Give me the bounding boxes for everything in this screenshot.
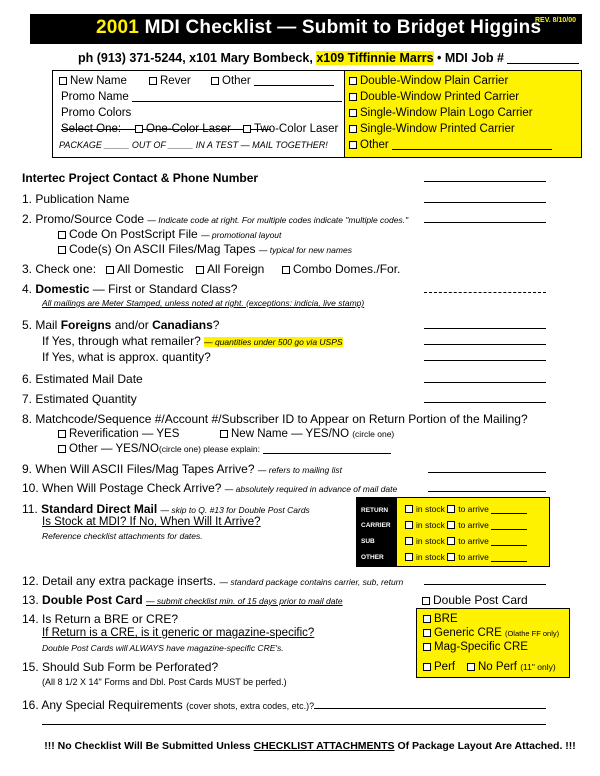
carrier-label: Other: [360, 139, 389, 151]
code-ascii-label: Code(s) On ASCII Files/Mag Tapes: [69, 242, 256, 256]
all-domestic-option[interactable]: [106, 262, 184, 276]
checkbox[interactable]: [447, 553, 455, 561]
item-12: [22, 574, 403, 588]
double-post-card-label: Double Post Card: [433, 593, 528, 607]
checkbox[interactable]: [282, 266, 290, 274]
checkbox[interactable]: [59, 77, 67, 85]
stock-row-carrier: [405, 520, 527, 530]
row-label-return: RETURN: [361, 507, 389, 514]
title-bar: [30, 14, 582, 44]
item-9-label: 9. When Will ASCII Files/Mag Tapes Arrive?: [22, 462, 255, 476]
mail-date-field[interactable]: [424, 382, 546, 383]
carrier-option-1[interactable]: [349, 75, 508, 87]
checkbox[interactable]: [135, 125, 143, 133]
page-title: [96, 17, 541, 39]
carrier-option-4[interactable]: [349, 123, 515, 135]
item-14b: Double Post Cards will ALWAYS have magazine-specific CRE's.: [42, 643, 284, 653]
carrier-option-2[interactable]: [349, 91, 519, 103]
item-15: 15. Should Sub Form be Perforated?: [22, 660, 219, 674]
code-postscript-option[interactable]: [58, 227, 281, 241]
item-4-label: — First or Standard Class?: [92, 282, 238, 296]
checkbox[interactable]: [423, 663, 431, 671]
package-options-box: [52, 70, 582, 158]
mag-specific-cre-label: Mag-Specific CRE: [434, 641, 528, 653]
item-11: [22, 502, 310, 516]
item-9-note: — refers to mailing list: [257, 465, 342, 475]
rever-label: Rever: [160, 75, 191, 87]
new-name-label: New Name: [70, 75, 127, 87]
job-label: • MDI Job #: [437, 51, 504, 65]
carrier-label: Single-Window Printed Carrier: [360, 123, 515, 135]
explain-note: (circle one) please explain:: [158, 444, 261, 454]
new-name-yesno-label: New Name — YES/NO: [231, 428, 350, 440]
item-11b: Reference checklist attachments for dates.: [42, 531, 203, 541]
row-label-sub: SUB: [361, 538, 375, 545]
special-requirements-field[interactable]: [314, 708, 546, 709]
inserts-field[interactable]: [424, 584, 546, 585]
item-10: [22, 481, 397, 495]
checkbox[interactable]: [58, 231, 66, 239]
item-5-question-mark: ?: [212, 318, 220, 332]
row-label-carrier: CARRIER: [361, 522, 391, 529]
item-5b: If Yes, what is approx. quantity?: [42, 350, 211, 364]
checkbox[interactable]: [149, 77, 157, 85]
item-5a-label: If Yes, through what remailer?: [42, 334, 201, 348]
item-5a: [42, 334, 343, 348]
item-11-note: — skip to Q. #13 for Double Post Cards: [160, 505, 310, 515]
all-foreign-option[interactable]: [196, 262, 264, 276]
checkbox[interactable]: [467, 663, 475, 671]
checkbox[interactable]: [423, 615, 431, 623]
checkbox[interactable]: [423, 629, 431, 637]
promo-colors-label: Promo Colors: [61, 107, 132, 119]
item-10-label: 10. When Will Postage Check Arrive?: [22, 481, 222, 495]
perf-label: Perf: [434, 661, 456, 673]
contact-highlight: x109 Tiffinnie Marrs: [316, 51, 434, 65]
no-perf-option[interactable]: [467, 661, 556, 673]
checkbox[interactable]: [220, 430, 228, 438]
in-stock-label: in stock: [416, 504, 445, 514]
code-ascii-note: — typical for new names: [258, 245, 352, 255]
item-13-number: 13.: [22, 593, 39, 607]
bre-option[interactable]: [423, 613, 458, 625]
checkbox[interactable]: [58, 430, 66, 438]
other-label: Other: [222, 75, 251, 87]
one-color-option[interactable]: [135, 123, 231, 135]
item-6: 6. Estimated Mail Date: [22, 372, 143, 386]
job-number-field[interactable]: [507, 63, 579, 64]
item-8: 8. Matchcode/Sequence #/Account #/Subscriber ID to Appear on Return Portion of the Mailing?: [22, 412, 528, 426]
item-10-note: — absolutely required in advance of mail date: [224, 484, 398, 494]
carrier-option-other[interactable]: [349, 139, 552, 151]
reverification-label: Reverification — YES: [69, 428, 180, 440]
item-16-note: (cover shots, extra codes, etc.)?: [186, 701, 315, 711]
checkbox[interactable]: [58, 445, 66, 453]
contact-line: [78, 51, 579, 65]
checkbox[interactable]: [349, 77, 357, 85]
item-1: 1. Publication Name: [22, 192, 130, 206]
item-4-number: 4.: [22, 282, 33, 296]
generic-cre-note: (Olathe FF only): [504, 629, 560, 638]
code-postscript-note: — promotional layout: [201, 230, 282, 240]
publication-field[interactable]: [424, 202, 546, 203]
checkbox[interactable]: [196, 266, 204, 274]
checkbox[interactable]: [423, 643, 431, 651]
select-one-label: Select One:: [61, 123, 122, 135]
section-title: Intertec Project Contact & Phone Number: [22, 171, 259, 185]
two-color-label: Two-Color Laser: [254, 123, 339, 135]
contact-field[interactable]: [424, 181, 546, 182]
item-13: [22, 593, 343, 607]
item-5: [22, 318, 219, 332]
item-2: [22, 212, 408, 226]
item-4-note: All mailings are Meter Stamped, unless noted at right. (exceptions: indicia, live stamp): [42, 298, 365, 308]
checkbox[interactable]: [349, 93, 357, 101]
item-5-and: and/or: [114, 318, 149, 332]
title-text: MDI Checklist — Submit to Bridget Higgins: [144, 17, 542, 38]
row-label-other: OTHER: [361, 554, 384, 561]
promo-name-label: Promo Name: [61, 91, 129, 103]
to-arrive-label: to arrive: [458, 552, 489, 562]
arrive-date-field[interactable]: [491, 513, 527, 514]
reverification-option[interactable]: [58, 428, 179, 440]
checkbox[interactable]: [243, 125, 251, 133]
explain-field[interactable]: [263, 453, 391, 454]
in-stock-label: in stock: [416, 536, 445, 546]
no-perf-label: No Perf: [478, 661, 517, 673]
double-post-card-option[interactable]: [422, 593, 528, 607]
to-arrive-label: to arrive: [458, 536, 489, 546]
carrier-label: Double-Window Plain Carrier: [360, 75, 509, 87]
checkbox[interactable]: [349, 141, 357, 149]
footer-attachments: CHECKLIST ATTACHMENTS: [253, 740, 395, 752]
quantity-approx-field[interactable]: [424, 360, 546, 361]
item-16: [22, 698, 314, 712]
item-14a: If Return is a CRE, is it generic or magazine-specific?: [42, 627, 315, 639]
checkbox[interactable]: [405, 505, 413, 513]
generic-cre-label: Generic CRE: [434, 627, 502, 639]
footer-pre: !!! No Checklist Will Be Submitted Unless: [44, 740, 251, 752]
perf-option[interactable]: [423, 661, 455, 673]
promo-name-field[interactable]: [132, 101, 342, 102]
stock-row-sub: [405, 536, 527, 546]
item-9: [22, 462, 342, 476]
package-note: PACKAGE _____ OUT OF _____ IN A TEST — MAIL TOGETHER!: [59, 140, 328, 150]
carrier-label: Single-Window Plain Logo Carrier: [360, 107, 533, 119]
one-color-label: One-Color Laser: [146, 123, 232, 135]
item-7: 7. Estimated Quantity: [22, 392, 137, 406]
item-4-bold: Domestic: [35, 282, 90, 296]
carrier-label: Double-Window Printed Carrier: [360, 91, 520, 103]
other-yesno-label: Other — YES/NO: [69, 443, 159, 455]
item-11-number: 11.: [22, 502, 38, 516]
to-arrive-label: to arrive: [458, 520, 489, 530]
stock-row-return: [405, 504, 527, 514]
item-15a: (All 8 1/2 X 14" Forms and Dbl. Post Cards MUST be perfed.): [42, 677, 287, 687]
arrive-date-field[interactable]: [491, 545, 527, 546]
item-14: 14. Is Return a BRE or CRE?: [22, 612, 179, 626]
item-12-note: — standard package contains carrier, sub, return: [219, 577, 404, 587]
carrier-options: [345, 71, 581, 157]
title-year: 2001: [96, 17, 140, 38]
postage-arrival-field[interactable]: [428, 491, 546, 492]
checkbox[interactable]: [106, 266, 114, 274]
checkbox[interactable]: [58, 246, 66, 254]
checkbox[interactable]: [447, 505, 455, 513]
new-name-option[interactable]: [59, 75, 127, 87]
item-5-canadians: Canadians: [152, 318, 213, 332]
checkbox[interactable]: [349, 125, 357, 133]
footer-notice: [40, 740, 580, 752]
in-stock-label: in stock: [416, 552, 445, 562]
two-color-option[interactable]: [243, 123, 338, 135]
generic-cre-option[interactable]: [423, 627, 559, 639]
carrier-other-field[interactable]: [392, 149, 552, 150]
bre-label: BRE: [434, 613, 458, 625]
special-requirements-line-2[interactable]: [42, 724, 546, 725]
stock-status-labels: [357, 498, 397, 566]
mag-specific-cre-option[interactable]: [423, 641, 528, 653]
item-11a: Is Stock at MDI? If No, When Will It Arrive?: [42, 516, 261, 528]
stock-row-other: [405, 552, 527, 562]
item-2-label: 2. Promo/Source Code: [22, 212, 145, 226]
contact-phone: ph (913) 371-5244, x101 Mary Bombeck,: [78, 51, 313, 65]
rever-option[interactable]: [149, 75, 191, 87]
revision-label: REV. 8/10/00: [535, 17, 576, 24]
footer-post: Of Package Layout Are Attached. !!!: [397, 740, 576, 752]
carrier-option-3[interactable]: [349, 107, 533, 119]
class-field[interactable]: [424, 292, 546, 293]
promo-code-field[interactable]: [424, 222, 546, 223]
checkbox[interactable]: [447, 537, 455, 545]
checkbox[interactable]: [349, 109, 357, 117]
arrive-date-field[interactable]: [491, 529, 527, 530]
item-4: [22, 282, 237, 296]
promo-name-row: [61, 91, 342, 103]
combo-label: Combo Domes./For.: [293, 262, 401, 276]
checkbox[interactable]: [405, 521, 413, 529]
item-13-bold: Double Post Card: [42, 593, 143, 607]
other-option[interactable]: [211, 75, 334, 87]
item-5-foreigns: Foreigns: [60, 318, 112, 332]
item-5a-note: — quantities under 500 go via USPS: [204, 337, 343, 347]
item-12-label: 12. Detail any extra package inserts.: [22, 574, 217, 588]
all-domestic-label: All Domestic: [117, 262, 184, 276]
arrive-date-field[interactable]: [491, 561, 527, 562]
all-foreign-label: All Foreign: [207, 262, 265, 276]
checkbox[interactable]: [405, 537, 413, 545]
code-postscript-label: Code On PostScript File: [69, 227, 198, 241]
item-5-label: 5. Mail: [22, 318, 58, 332]
checkbox[interactable]: [211, 77, 219, 85]
other-field[interactable]: [254, 85, 334, 86]
new-name-yesno-option[interactable]: [220, 428, 394, 440]
item-11-bold: Standard Direct Mail: [41, 502, 158, 516]
item-13-note: — submit checklist min. of 15 days prior to mail date: [146, 596, 343, 606]
package-details: [53, 71, 345, 157]
foreigns-field[interactable]: [424, 328, 546, 329]
quantity-field[interactable]: [424, 402, 546, 403]
stock-status-box: [356, 497, 550, 567]
checkbox[interactable]: [422, 597, 430, 605]
remailer-field[interactable]: [424, 344, 546, 345]
circle-note: (circle one): [352, 429, 395, 439]
no-perf-note: (11" only): [520, 662, 556, 672]
item-2-note: — Indicate code at right. For multiple codes indicate "multiple codes.": [147, 215, 409, 225]
in-stock-label: in stock: [416, 520, 445, 530]
return-type-box: [416, 608, 570, 678]
combo-option[interactable]: [282, 262, 400, 276]
ascii-arrival-field[interactable]: [428, 472, 546, 473]
checkbox[interactable]: [447, 521, 455, 529]
code-ascii-option[interactable]: [58, 242, 352, 256]
item-16-label: 16. Any Special Requirements: [22, 698, 183, 712]
to-arrive-label: to arrive: [458, 504, 489, 514]
other-yesno-option[interactable]: [58, 443, 391, 455]
checkbox[interactable]: [405, 553, 413, 561]
item-3: 3. Check one:: [22, 262, 97, 276]
